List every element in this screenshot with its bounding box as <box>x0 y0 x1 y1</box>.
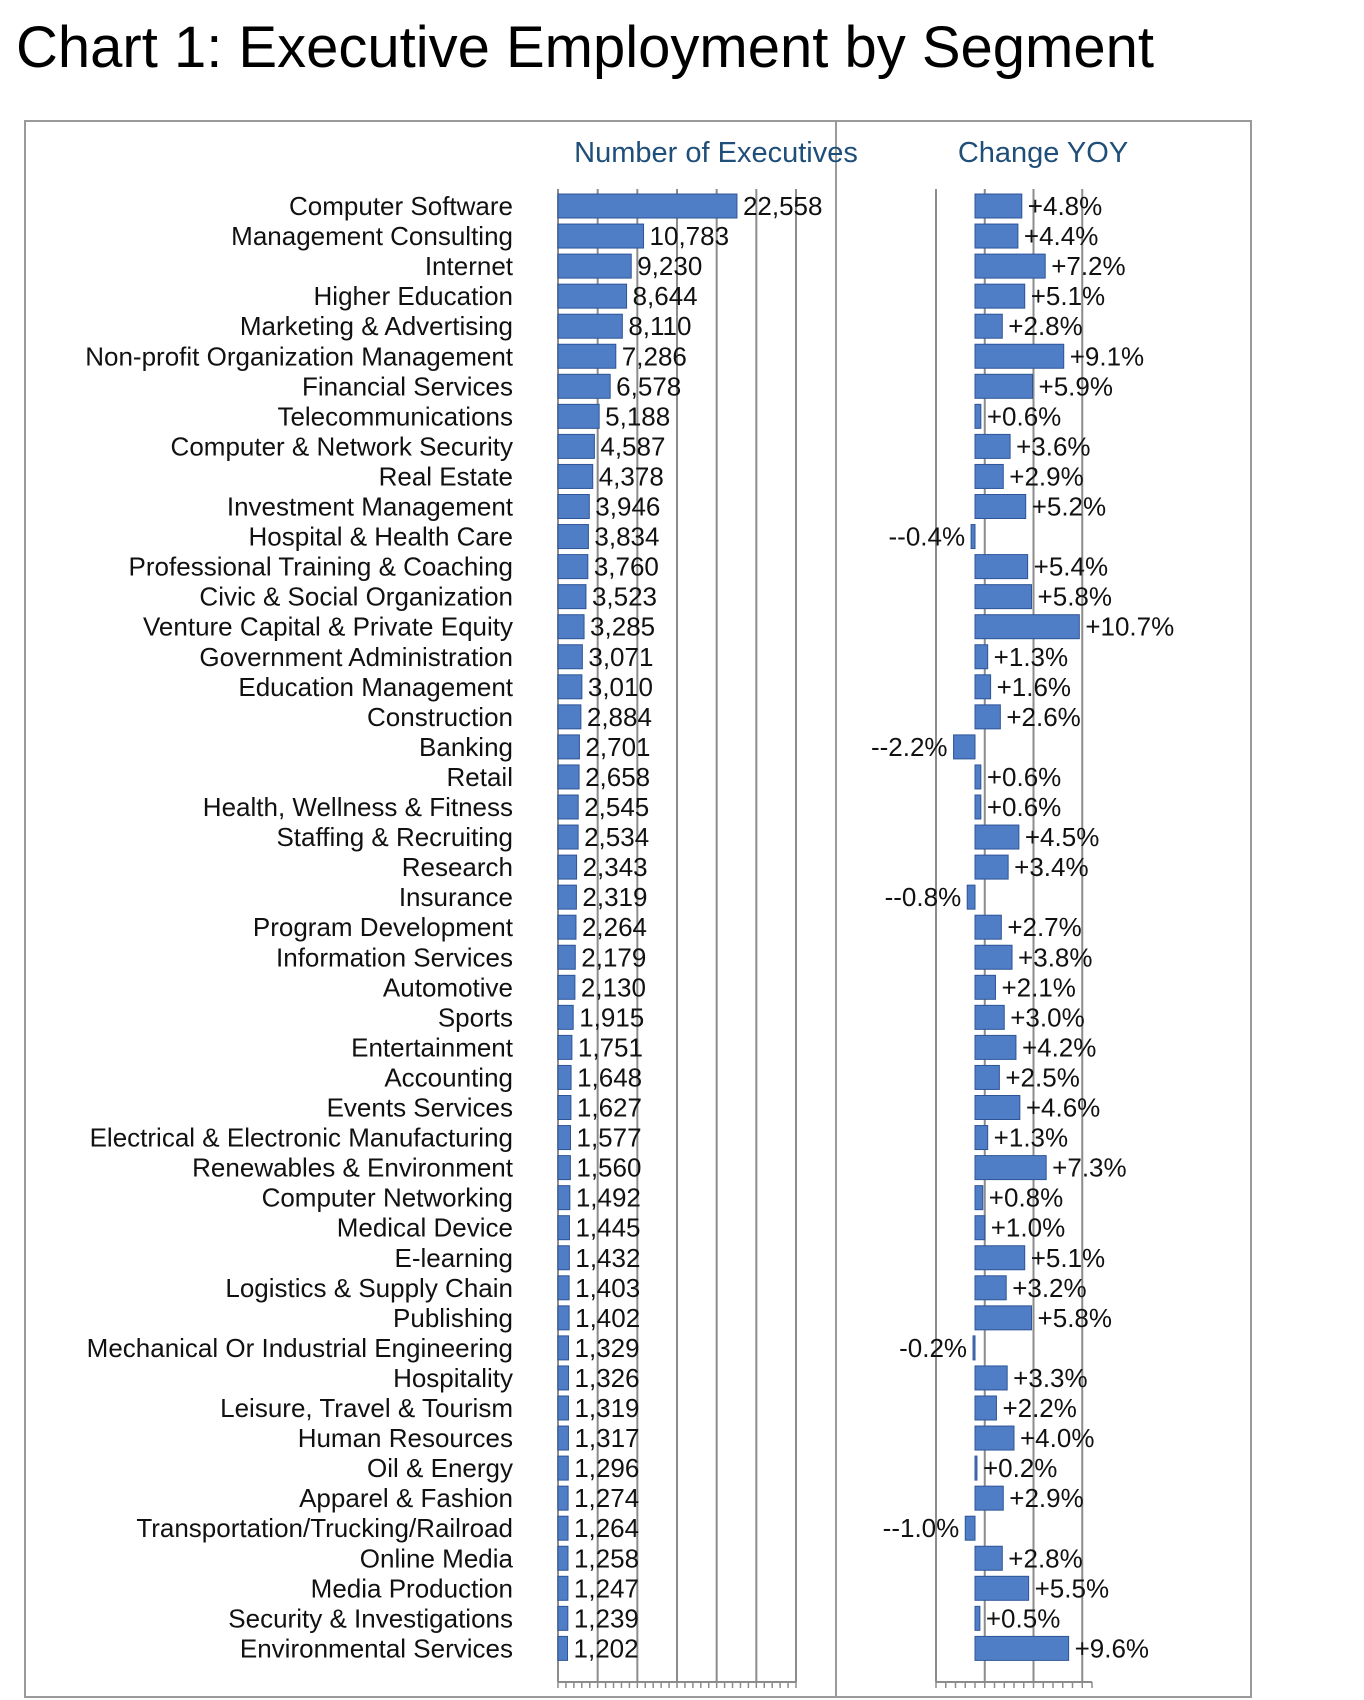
value-label-executives: 22,558 <box>742 191 823 221</box>
value-label-change: +5.1% <box>1030 281 1106 312</box>
bar-executives-e-learning <box>558 1246 569 1270</box>
value-label-executives: 1,402 <box>575 1302 641 1333</box>
category-label-construction: Construction <box>367 701 513 732</box>
bar-change-management-consulting <box>975 224 1018 248</box>
value-label-change: +0.2% <box>982 1453 1058 1484</box>
category-label-civic-social-organization: Civic & Social Organization <box>199 581 513 612</box>
bar-change-government-administration <box>975 645 988 669</box>
value-label-executives: 3,834 <box>594 521 660 552</box>
bar-executives-education-management <box>558 675 582 699</box>
bar-executives-computer-networking <box>558 1186 570 1210</box>
value-label-executives: 9,230 <box>637 251 703 282</box>
category-label-higher-education: Higher Education <box>313 281 513 312</box>
bar-change-health-wellness-fitness <box>975 795 981 819</box>
category-label-marketing-advertising: Marketing & Advertising <box>239 311 513 342</box>
bar-executives-computer-network-security <box>558 434 594 458</box>
value-label-executives: 2,319 <box>582 882 648 913</box>
value-label-change: +1.3% <box>993 641 1069 672</box>
category-label-security-investigations: Security & Investigations <box>228 1603 513 1634</box>
bar-change-venture-capital-private-equity <box>975 615 1079 639</box>
value-label-change: +2.9% <box>1009 461 1084 492</box>
category-label-government-administration: Government Administration <box>199 641 513 672</box>
bar-change-security-investigations <box>975 1606 980 1630</box>
bar-change-information-services <box>975 945 1012 969</box>
value-label-change: +0.8% <box>988 1182 1064 1213</box>
bar-executives-venture-capital-private-equity <box>558 615 584 639</box>
value-label-change: +4.2% <box>1021 1032 1097 1063</box>
bar-change-renewables-environment <box>975 1156 1046 1180</box>
value-label-executives: 2,534 <box>584 822 650 853</box>
category-label-research: Research <box>401 852 513 883</box>
bar-change-media-production <box>975 1576 1029 1600</box>
bar-change-leisure-travel-tourism <box>975 1396 996 1420</box>
value-label-executives: 1,258 <box>573 1543 640 1574</box>
value-label-change: +7.3% <box>1052 1152 1127 1183</box>
bar-executives-apparel-fashion <box>558 1486 568 1510</box>
bar-executives-hospitality <box>558 1366 569 1390</box>
category-label-publishing: Publishing <box>393 1302 513 1333</box>
value-label-change: +9.6% <box>1074 1633 1150 1664</box>
category-label-environmental-services: Environmental Services <box>239 1633 513 1664</box>
bar-change-retail <box>975 765 981 789</box>
category-label-entertainment: Entertainment <box>351 1032 513 1063</box>
category-label-apparel-fashion: Apparel & Fashion <box>299 1483 513 1514</box>
value-label-executives: 1,751 <box>577 1032 643 1063</box>
category-label-logistics-supply-chain: Logistics & Supply Chain <box>225 1272 513 1303</box>
value-label-executives: 3,010 <box>587 671 653 702</box>
bar-executives-investment-management <box>558 495 589 519</box>
bar-change-medical-device <box>975 1216 985 1240</box>
bar-executives-internet <box>558 254 631 278</box>
value-label-change: +3.4% <box>1014 852 1089 883</box>
bar-change-staffing-recruiting <box>975 825 1019 849</box>
value-label-change: +9.1% <box>1069 341 1145 372</box>
bar-executives-media-production <box>558 1576 568 1600</box>
value-label-change: +1.6% <box>996 671 1072 702</box>
value-label-change: +4.0% <box>1020 1423 1095 1454</box>
category-label-electrical-electronic-manufacturing: Electrical & Electronic Manufacturing <box>89 1122 513 1153</box>
value-label-change: +3.8% <box>1018 942 1093 973</box>
value-label-change: +2.2% <box>1002 1393 1077 1423</box>
bar-change-real-estate <box>975 464 1003 488</box>
value-label-executives: 1,326 <box>574 1362 640 1393</box>
value-label-executives: 7,286 <box>621 341 687 372</box>
value-label-change: +3.2% <box>1012 1272 1087 1303</box>
bar-executives-automotive <box>558 975 575 999</box>
value-label-change: +1.3% <box>993 1122 1069 1153</box>
value-label-change: +1.0% <box>990 1212 1066 1243</box>
category-label-venture-capital-private-equity: Venture Capital & Private Equity <box>143 611 513 642</box>
category-label-program-development: Program Development <box>252 912 513 943</box>
bar-change-internet <box>975 254 1045 278</box>
category-label-computer-software: Computer Software <box>289 191 513 221</box>
value-label-change: +10.7% <box>1085 611 1175 642</box>
category-label-banking: Banking <box>419 731 513 762</box>
bar-executives-real-estate <box>558 464 593 488</box>
bar-change-investment-management <box>975 495 1026 519</box>
bar-executives-insurance <box>558 885 576 909</box>
value-label-change: +0.6% <box>986 401 1062 432</box>
bar-executives-leisure-travel-tourism <box>558 1396 568 1420</box>
bar-change-publishing <box>975 1306 1032 1330</box>
value-label-change: +2.8% <box>1008 1543 1083 1574</box>
bar-executives-telecommunications <box>558 404 599 428</box>
value-label-executives: 6,578 <box>616 371 682 402</box>
value-label-executives: 1,648 <box>577 1062 643 1093</box>
category-label-internet: Internet <box>424 251 513 282</box>
category-label-hospitality: Hospitality <box>393 1362 513 1393</box>
bar-change-research <box>975 855 1008 879</box>
category-label-real-estate: Real Estate <box>378 461 513 492</box>
bar-executives-staffing-recruiting <box>558 825 578 849</box>
bar-executives-financial-services <box>558 374 610 398</box>
bar-executives-higher-education <box>558 284 627 308</box>
value-label-executives: 4,587 <box>600 431 666 462</box>
value-label-executives: 3,760 <box>593 551 659 582</box>
bar-change-education-management <box>975 675 991 699</box>
category-label-sports: Sports <box>437 1002 513 1033</box>
value-label-executives: 2,264 <box>581 912 648 943</box>
bar-change-environmental-services <box>975 1636 1069 1660</box>
value-label-executives: 2,701 <box>585 731 651 762</box>
bar-change-civic-social-organization <box>975 585 1032 609</box>
value-label-change: +5.5% <box>1034 1573 1110 1604</box>
bar-change-financial-services <box>975 374 1033 398</box>
bar-executives-logistics-supply-chain <box>558 1276 569 1300</box>
bar-change-professional-training-coaching <box>975 555 1028 579</box>
bar-change-sports <box>975 1005 1004 1029</box>
category-label-management-consulting: Management Consulting <box>231 221 513 252</box>
value-label-executives: 2,179 <box>581 942 647 973</box>
category-label-financial-services: Financial Services <box>302 371 513 402</box>
bar-change-e-learning <box>975 1246 1025 1270</box>
bar-change-accounting <box>975 1065 999 1089</box>
value-label-executives: 2,658 <box>585 761 651 792</box>
value-label-executives: 1,577 <box>576 1122 642 1153</box>
bar-executives-entertainment <box>558 1035 572 1059</box>
bar-executives-civic-social-organization <box>558 585 586 609</box>
category-label-staffing-recruiting: Staffing & Recruiting <box>276 822 513 853</box>
category-label-mechanical-or-industrial-engineering: Mechanical Or Industrial Engineering <box>86 1332 513 1363</box>
bar-change-entertainment <box>975 1035 1016 1059</box>
bar-change-program-development <box>975 915 1001 939</box>
value-label-change: +2.1% <box>1001 972 1076 1003</box>
bar-change-oil-energy <box>975 1456 977 1480</box>
value-label-executives: 1,445 <box>575 1212 641 1243</box>
category-label-online-media: Online Media <box>359 1543 513 1574</box>
value-label-change: +5.9% <box>1038 371 1113 402</box>
chart-title: Chart 1: Executive Employment by Segment <box>16 15 1154 80</box>
bar-change-mechanical-or-industrial-engineering <box>973 1336 975 1360</box>
value-label-executives: 1,492 <box>575 1182 641 1213</box>
bar-executives-environmental-services <box>558 1636 568 1660</box>
bar-change-computer-networking <box>975 1186 983 1210</box>
category-label-investment-management: Investment Management <box>226 491 513 522</box>
value-label-change: +2.6% <box>1006 701 1081 732</box>
category-label-professional-training-coaching: Professional Training & Coaching <box>128 551 513 582</box>
panel-title-change-yoy: Change YOY <box>957 137 1129 169</box>
bar-executives-health-wellness-fitness <box>558 795 578 819</box>
category-label-media-production: Media Production <box>310 1573 513 1604</box>
category-label-education-management: Education Management <box>238 671 513 702</box>
bar-change-banking <box>954 735 975 759</box>
category-label-non-profit-organization-management: Non-profit Organization Management <box>85 341 513 372</box>
bar-executives-mechanical-or-industrial-engineering <box>558 1336 569 1360</box>
bar-executives-professional-training-coaching <box>558 555 588 579</box>
value-label-change: +4.4% <box>1023 221 1099 252</box>
bar-executives-medical-device <box>558 1216 569 1240</box>
value-label-change: +0.6% <box>986 761 1062 792</box>
bar-executives-program-development <box>558 915 576 939</box>
bar-change-automotive <box>975 975 995 999</box>
value-label-executives: 3,071 <box>588 641 654 672</box>
bar-change-apparel-fashion <box>975 1486 1003 1510</box>
value-label-change: +3.0% <box>1010 1002 1085 1033</box>
bar-executives-oil-energy <box>558 1456 568 1480</box>
bar-change-marketing-advertising <box>975 314 1002 338</box>
value-label-executives: 2,884 <box>586 701 652 732</box>
bar-executives-security-investigations <box>558 1606 568 1630</box>
bar-change-hospitality <box>975 1366 1007 1390</box>
value-label-change: +5.8% <box>1037 581 1113 612</box>
category-label-automotive: Automotive <box>382 972 513 1003</box>
value-label-executives: 1,202 <box>573 1633 639 1664</box>
category-label-insurance: Insurance <box>398 882 513 913</box>
category-label-human-resources: Human Resources <box>297 1423 513 1454</box>
bar-change-telecommunications <box>975 404 981 428</box>
category-label-hospital-health-care: Hospital & Health Care <box>248 521 513 552</box>
value-label-change: +4.8% <box>1027 191 1103 221</box>
value-label-change: +3.6% <box>1016 431 1091 462</box>
bar-change-logistics-supply-chain <box>975 1276 1006 1300</box>
value-label-change: +2.8% <box>1008 311 1083 342</box>
bar-executives-renewables-environment <box>558 1156 570 1180</box>
bar-executives-electrical-electronic-manufacturing <box>558 1126 571 1150</box>
value-label-executives: 5,188 <box>605 401 671 432</box>
value-label-executives: 3,946 <box>595 491 661 522</box>
value-label-change: +0.5% <box>985 1603 1061 1634</box>
value-label-executives: 3,285 <box>590 611 656 642</box>
value-label-executives: 1,403 <box>575 1272 641 1303</box>
bar-executives-events-services <box>558 1096 571 1120</box>
bar-change-insurance <box>967 885 975 909</box>
value-label-executives: 1,627 <box>576 1092 642 1123</box>
bar-executives-online-media <box>558 1546 568 1570</box>
value-label-executives: 4,378 <box>598 461 664 492</box>
bar-executives-marketing-advertising <box>558 314 622 338</box>
value-label-change: --0.8% <box>884 882 962 913</box>
category-label-transportation-trucking-railroad: Transportation/Trucking/Railroad <box>136 1513 513 1544</box>
value-label-executives: 1,239 <box>573 1603 639 1634</box>
value-label-change: +5.2% <box>1031 491 1107 522</box>
value-label-executives: 1,264 <box>574 1513 640 1544</box>
category-label-computer-network-security: Computer & Network Security <box>170 431 513 462</box>
value-label-executives: 1,274 <box>574 1483 640 1514</box>
value-label-executives: 8,644 <box>632 281 698 312</box>
bar-executives-computer-software <box>558 194 737 218</box>
value-label-executives: 1,247 <box>573 1573 639 1604</box>
value-label-change: +5.4% <box>1033 551 1109 582</box>
category-label-events-services: Events Services <box>326 1092 513 1123</box>
category-label-retail: Retail <box>446 761 513 792</box>
value-label-change: +5.8% <box>1037 1302 1113 1333</box>
category-label-accounting: Accounting <box>384 1062 513 1093</box>
category-label-medical-device: Medical Device <box>336 1212 513 1243</box>
value-label-executives: 1,296 <box>574 1453 640 1484</box>
bar-executives-non-profit-organization-management <box>558 344 616 368</box>
value-label-executives: 2,343 <box>582 852 648 883</box>
value-label-change: +4.5% <box>1024 822 1100 853</box>
value-label-executives: 10,783 <box>649 221 730 252</box>
value-label-executives: 1,329 <box>574 1332 640 1363</box>
bar-change-non-profit-organization-management <box>975 344 1064 368</box>
value-label-executives: 1,319 <box>574 1393 640 1423</box>
bar-executives-retail <box>558 765 579 789</box>
bar-executives-accounting <box>558 1065 571 1089</box>
value-label-change: +2.7% <box>1007 912 1082 943</box>
bar-executives-publishing <box>558 1306 569 1330</box>
value-label-change: --1.0% <box>882 1513 960 1544</box>
bar-executives-transportation-trucking-railroad <box>558 1516 568 1540</box>
value-label-change: +5.1% <box>1030 1242 1106 1273</box>
bar-executives-hospital-health-care <box>558 525 588 549</box>
value-label-change: --2.2% <box>870 731 948 762</box>
value-label-executives: 1,560 <box>576 1152 642 1183</box>
bar-executives-sports <box>558 1005 573 1029</box>
value-label-executives: 3,523 <box>591 581 658 612</box>
bar-change-computer-software <box>975 194 1022 218</box>
bar-change-computer-network-security <box>975 434 1010 458</box>
value-label-change: +7.2% <box>1051 251 1126 282</box>
category-label-telecommunications: Telecommunications <box>277 401 513 432</box>
bar-executives-human-resources <box>558 1426 568 1450</box>
bar-change-construction <box>975 705 1000 729</box>
category-label-e-learning: E-learning <box>394 1242 513 1273</box>
bar-change-hospital-health-care <box>971 525 975 549</box>
value-label-change: --0.4% <box>888 521 966 552</box>
value-label-change: +2.9% <box>1009 1483 1084 1514</box>
bar-change-higher-education <box>975 284 1025 308</box>
panel-title-executives: Number of Executives <box>574 137 858 169</box>
value-label-executives: 2,130 <box>580 972 646 1003</box>
bar-change-human-resources <box>975 1426 1014 1450</box>
bar-executives-construction <box>558 705 581 729</box>
value-label-change: +3.3% <box>1013 1362 1088 1393</box>
bar-change-events-services <box>975 1096 1020 1120</box>
value-label-executives: 2,545 <box>584 792 650 822</box>
value-label-change: +4.6% <box>1025 1092 1101 1123</box>
category-label-health-wellness-fitness: Health, Wellness & Fitness <box>202 792 513 822</box>
category-label-oil-energy: Oil & Energy <box>367 1453 513 1484</box>
bar-executives-research <box>558 855 577 879</box>
bar-change-transportation-trucking-railroad <box>965 1516 975 1540</box>
value-label-change: +0.6% <box>986 792 1062 822</box>
value-label-executives: 1,915 <box>579 1002 645 1033</box>
value-label-executives: 1,432 <box>575 1242 641 1273</box>
value-label-executives: 8,110 <box>628 311 692 342</box>
bar-executives-information-services <box>558 945 575 969</box>
bar-change-online-media <box>975 1546 1002 1570</box>
bar-executives-banking <box>558 735 579 759</box>
value-label-change: -0.2% <box>899 1332 968 1363</box>
category-label-information-services: Information Services <box>276 942 513 973</box>
bar-executives-management-consulting <box>558 224 644 248</box>
bar-change-electrical-electronic-manufacturing <box>975 1126 988 1150</box>
category-label-renewables-environment: Renewables & Environment <box>192 1152 513 1183</box>
value-label-change: +2.5% <box>1005 1062 1080 1093</box>
bar-executives-government-administration <box>558 645 582 669</box>
category-label-leisure-travel-tourism: Leisure, Travel & Tourism <box>220 1393 513 1423</box>
value-label-executives: 1,317 <box>574 1423 640 1454</box>
category-label-computer-networking: Computer Networking <box>261 1182 513 1213</box>
